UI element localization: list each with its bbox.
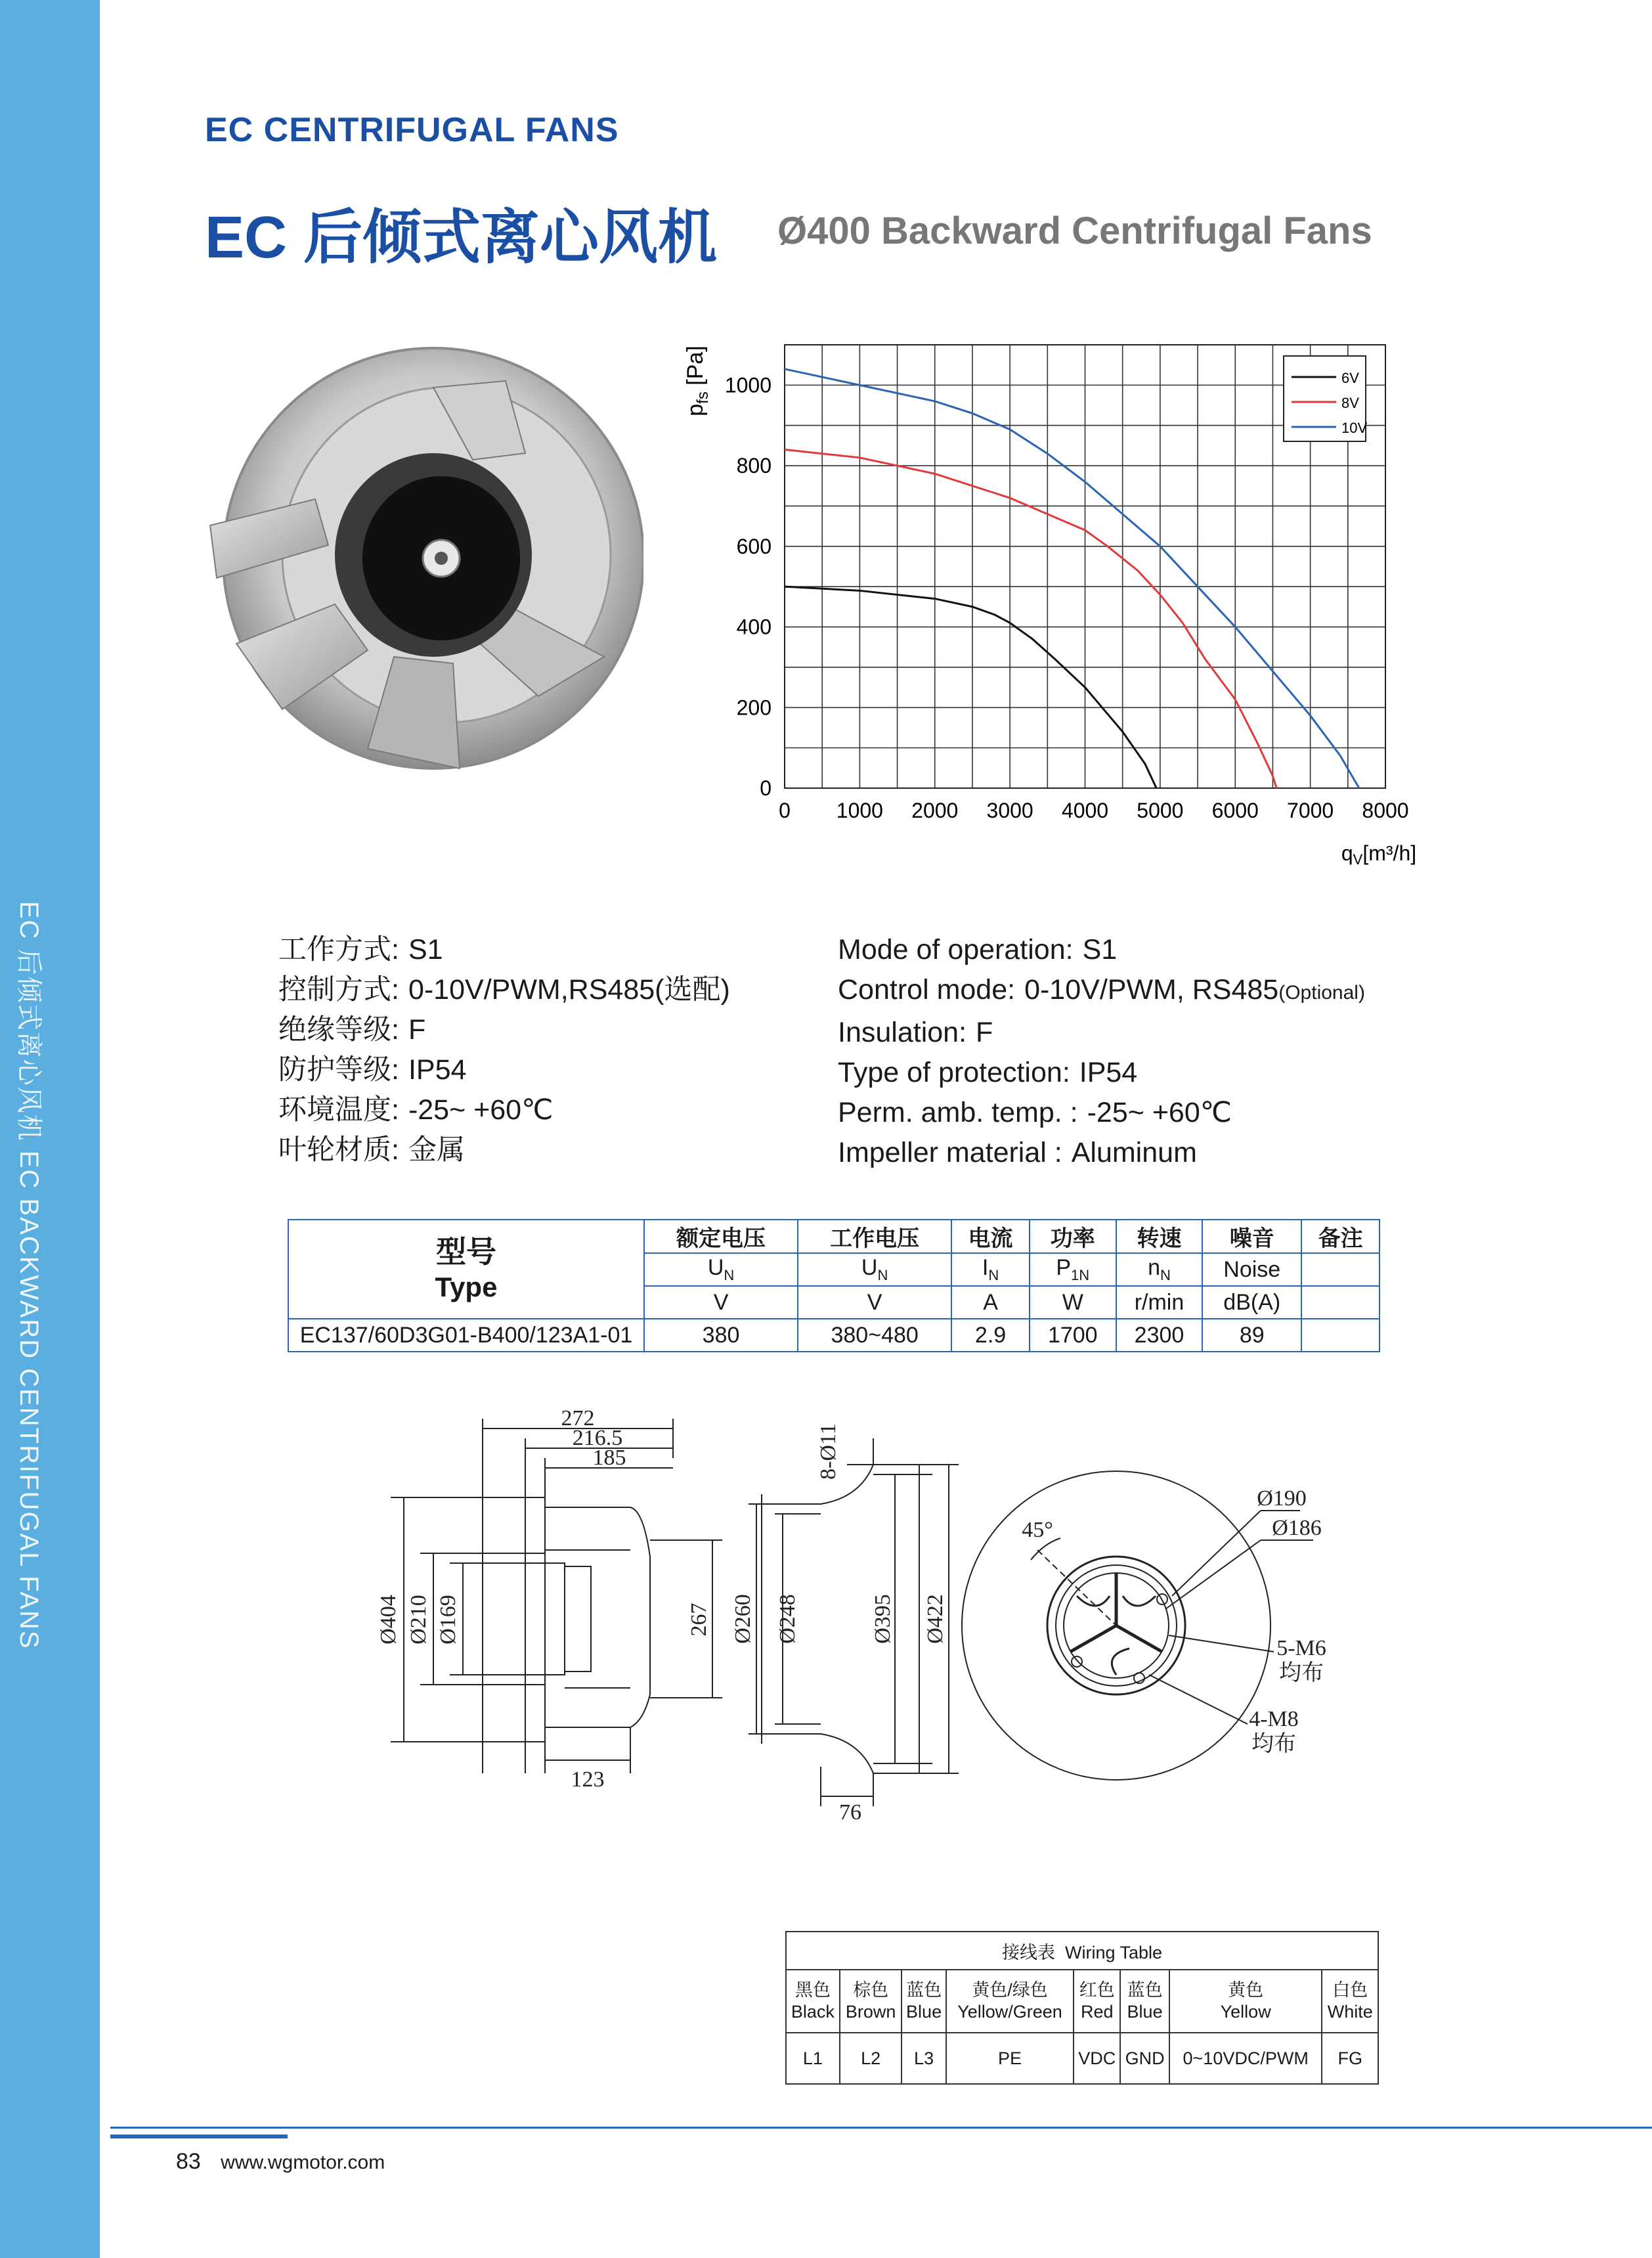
specs-chinese <box>278 930 730 1170</box>
chart-legend-label: 10V <box>1341 420 1368 436</box>
wire-function-cell: L1 <box>786 2033 840 2084</box>
value-current: 2.9 <box>951 1319 1030 1352</box>
unit-noise: dB(A) <box>1202 1286 1301 1319</box>
spec-cn-label: 环境温度: <box>278 1094 399 1126</box>
wire-color-cn: 蓝色 <box>906 1980 942 2000</box>
spec-cn-value: F <box>408 1014 426 1046</box>
spec-en-label: Insulation: <box>838 1017 967 1048</box>
page-title: EC 后倾式离心风机 <box>205 205 718 271</box>
dimension-drawings <box>341 1399 1379 1885</box>
header-speed: 转速 <box>1116 1220 1203 1253</box>
footer <box>176 2149 385 2175</box>
wire-color-cell <box>1322 1970 1378 2033</box>
spec-en-label: Type of protection: <box>838 1057 1070 1088</box>
side-band-text: EC 后倾式离心风机 EC BACKWARD CENTRIFUGAL FANS <box>14 901 43 1650</box>
spec-cn-row <box>278 1130 730 1170</box>
spec-en-value: 0-10V/PWM, RS485 <box>1024 974 1279 1006</box>
unit-rated-voltage: V <box>644 1286 798 1319</box>
dim-d395: Ø395 <box>871 1594 895 1644</box>
wire-color-cn: 白色 <box>1332 1980 1368 2000</box>
value-speed: 2300 <box>1116 1319 1203 1352</box>
chart-y-tick-label: 200 <box>736 696 772 720</box>
unit-current: A <box>951 1286 1030 1319</box>
wiring-table <box>785 1931 1379 2085</box>
note-4-m8: 4-M8 <box>1249 1707 1299 1731</box>
value-working-voltage: 380~480 <box>798 1319 951 1352</box>
spec-en-label: Mode of operation: <box>838 934 1074 965</box>
dim-d422: Ø422 <box>923 1594 947 1644</box>
chart-x-tick-label: 0 <box>779 799 791 822</box>
side-band <box>0 0 100 2258</box>
symbol-remarks <box>1301 1253 1380 1286</box>
symbol-power: $P_{1N}$ <box>1030 1253 1116 1286</box>
chart-y-axis-label: $p_{fs}$ [Pa] <box>683 345 712 416</box>
dim-267: 267 <box>687 1603 711 1637</box>
spec-en-row <box>838 1093 1365 1133</box>
spec-cn-label: 控制方式: <box>278 974 399 1006</box>
wire-function-cell: VDC <box>1074 2033 1120 2084</box>
symbol-rated-voltage: $U_N$ <box>644 1253 798 1286</box>
dim-185: 185 <box>592 1446 626 1470</box>
spec-en-value: IP54 <box>1079 1057 1138 1088</box>
note-5-m6: 5-M6 <box>1276 1636 1326 1660</box>
spec-cn-label: 绝缘等级: <box>278 1014 399 1046</box>
wire-color-en: Black <box>791 2002 835 2022</box>
chart-legend-label: 6V <box>1341 370 1359 386</box>
wire-color-cn: 蓝色 <box>1127 1980 1163 2000</box>
dim-d186: Ø186 <box>1272 1516 1322 1540</box>
dim-d210: Ø210 <box>406 1595 431 1645</box>
page-subtitle: Ø400 Backward Centrifugal Fans <box>777 210 1372 252</box>
spec-en-label: Impeller material : <box>838 1137 1062 1168</box>
footer-divider <box>110 2127 1652 2129</box>
spec-en-row <box>838 930 1365 970</box>
header-current: 电流 <box>951 1220 1030 1253</box>
fan-photo <box>197 328 643 788</box>
dim-45-deg: 45° <box>1022 1518 1053 1542</box>
type-header-cell <box>288 1220 644 1319</box>
spec-en-row <box>838 1133 1365 1173</box>
chart-x-tick-label: 7000 <box>1287 799 1334 822</box>
header-noise: 噪音 <box>1202 1220 1301 1253</box>
chart-y-tick-label: 400 <box>736 615 772 639</box>
spec-cn-value: IP54 <box>408 1054 467 1086</box>
dim-76: 76 <box>839 1800 861 1825</box>
spec-cn-value: 金属 <box>408 1134 465 1166</box>
wire-color-en: Brown <box>845 2002 896 2022</box>
spec-cn-label: 叶轮材质: <box>278 1134 399 1166</box>
dim-d248: Ø248 <box>775 1594 800 1644</box>
wire-color-cell <box>1074 1970 1120 2033</box>
type-label-en: Type <box>435 1271 498 1302</box>
value-rated-voltage: 380 <box>644 1319 798 1352</box>
unit-power: W <box>1030 1286 1116 1319</box>
dim-272: 272 <box>561 1406 595 1430</box>
symbol-speed: $n_N$ <box>1116 1253 1203 1286</box>
wire-color-cell <box>840 1970 902 2033</box>
spec-en-value: S1 <box>1082 934 1118 965</box>
wire-color-cn: 红色 <box>1079 1980 1115 2000</box>
wire-color-cell <box>946 1970 1074 2033</box>
chart-x-tick-label: 5000 <box>1137 799 1184 822</box>
unit-remarks <box>1301 1286 1380 1319</box>
wire-color-en: Blue <box>1127 2002 1163 2022</box>
unit-speed: r/min <box>1116 1286 1203 1319</box>
spec-cn-row <box>278 1010 730 1050</box>
spec-en-optional-note: (Optional) <box>1278 982 1365 1004</box>
wire-color-en: Red <box>1081 2002 1114 2022</box>
value-noise: 89 <box>1202 1319 1301 1352</box>
unit-working-voltage: V <box>798 1286 951 1319</box>
wire-color-cn: 棕色 <box>853 1980 889 2000</box>
wire-color-cell <box>1120 1970 1169 2033</box>
dim-123: 123 <box>571 1767 605 1792</box>
dim-8-d11: 8-Ø11 <box>816 1423 840 1480</box>
wire-color-cn: 黄色 <box>1228 1980 1264 2000</box>
wire-function-cell: L2 <box>840 2033 902 2084</box>
spec-en-row <box>838 970 1365 1013</box>
wire-function-cell: 0~10VDC/PWM <box>1169 2033 1322 2084</box>
spec-en-label: Control mode: <box>838 974 1016 1006</box>
chart-x-tick-label: 6000 <box>1211 799 1259 822</box>
wire-color-en: Blue <box>906 2002 942 2022</box>
chart-y-tick-label: 1000 <box>724 373 772 397</box>
performance-chart <box>676 328 1445 880</box>
category-title: EC CENTRIFUGAL FANS <box>205 111 619 149</box>
symbol-working-voltage: $U_N$ <box>798 1253 951 1286</box>
page-number: 83 <box>176 2149 201 2174</box>
spec-cn-value: S1 <box>408 934 443 965</box>
wire-color-en: Yellow/Green <box>957 2002 1062 2022</box>
chart-legend-label: 8V <box>1341 395 1359 411</box>
chart-x-tick-label: 1000 <box>836 799 883 822</box>
chart-series-line-8v <box>785 450 1276 788</box>
chart-x-tick-label: 2000 <box>911 799 959 822</box>
wire-color-cn: 黑色 <box>794 1980 831 2000</box>
footer-accent-bar <box>110 2135 288 2138</box>
spec-en-value: -25~ +60℃ <box>1087 1097 1232 1128</box>
wire-function-cell: PE <box>946 2033 1074 2084</box>
chart-y-tick-label: 800 <box>736 454 772 478</box>
wire-color-en: White <box>1327 2002 1373 2022</box>
spec-en-label: Perm. amb. temp. : <box>838 1097 1078 1128</box>
symbol-current: $I_N$ <box>951 1253 1030 1286</box>
chart-y-tick-label: 0 <box>760 776 772 800</box>
header-remarks: 备注 <box>1301 1220 1380 1253</box>
type-label-cn: 型号 <box>436 1234 496 1269</box>
wire-function-cell: FG <box>1322 2033 1378 2084</box>
model-number: EC137/60D3G01-B400/123A1-01 <box>288 1319 644 1352</box>
chart-x-axis-label: qV[m³/h] <box>1341 841 1417 868</box>
wire-function-cell: GND <box>1120 2033 1169 2084</box>
type-table <box>288 1219 1380 1352</box>
header-power: 功率 <box>1030 1220 1116 1253</box>
chart-x-tick-label: 4000 <box>1061 799 1109 822</box>
note-4-m8-even: 均布 <box>1251 1732 1296 1756</box>
wiring-table-title: 接线表 Wiring Table <box>786 1932 1378 1970</box>
chart-x-tick-label: 3000 <box>986 799 1033 822</box>
spec-cn-value: 0-10V/PWM,RS485(选配) <box>408 974 730 1006</box>
spec-cn-row <box>278 1050 730 1090</box>
wire-color-cell <box>786 1970 840 2033</box>
dim-d260: Ø260 <box>731 1594 755 1644</box>
spec-en-row <box>838 1053 1365 1093</box>
spec-en-value: F <box>976 1017 993 1048</box>
spec-cn-label: 工作方式: <box>278 934 399 965</box>
header-rated-voltage: 额定电压 <box>644 1220 798 1253</box>
spec-cn-row <box>278 930 730 970</box>
spec-en-row <box>838 1013 1365 1053</box>
header-working-voltage: 工作电压 <box>798 1220 951 1253</box>
chart-series-line-6v <box>785 587 1156 788</box>
spec-cn-row <box>278 1090 730 1130</box>
wire-color-cn: 黄色/绿色 <box>972 1980 1048 2000</box>
dim-d169: Ø169 <box>436 1595 460 1645</box>
spec-cn-value: -25~ +60℃ <box>408 1094 554 1126</box>
dim-d404: Ø404 <box>376 1595 401 1645</box>
spec-en-value: Aluminum <box>1071 1137 1197 1168</box>
chart-x-tick-label: 8000 <box>1362 799 1409 822</box>
wire-color-cell <box>902 1970 946 2033</box>
value-remarks <box>1301 1319 1380 1352</box>
note-5-m6-even: 均布 <box>1279 1661 1324 1685</box>
wire-function-cell: L3 <box>902 2033 946 2084</box>
specs-english <box>838 930 1365 1173</box>
wire-color-en: Yellow <box>1220 2002 1271 2022</box>
spec-cn-row <box>278 970 730 1010</box>
website-url: www.wgmotor.com <box>221 2152 385 2173</box>
value-power: 1700 <box>1030 1319 1116 1352</box>
spec-cn-label: 防护等级: <box>278 1054 399 1086</box>
symbol-noise: Noise <box>1202 1253 1301 1286</box>
dim-d190: Ø190 <box>1257 1486 1307 1511</box>
wire-color-cell <box>1169 1970 1322 2033</box>
dim-216-5: 216.5 <box>572 1426 623 1450</box>
chart-y-tick-label: 600 <box>736 534 772 558</box>
